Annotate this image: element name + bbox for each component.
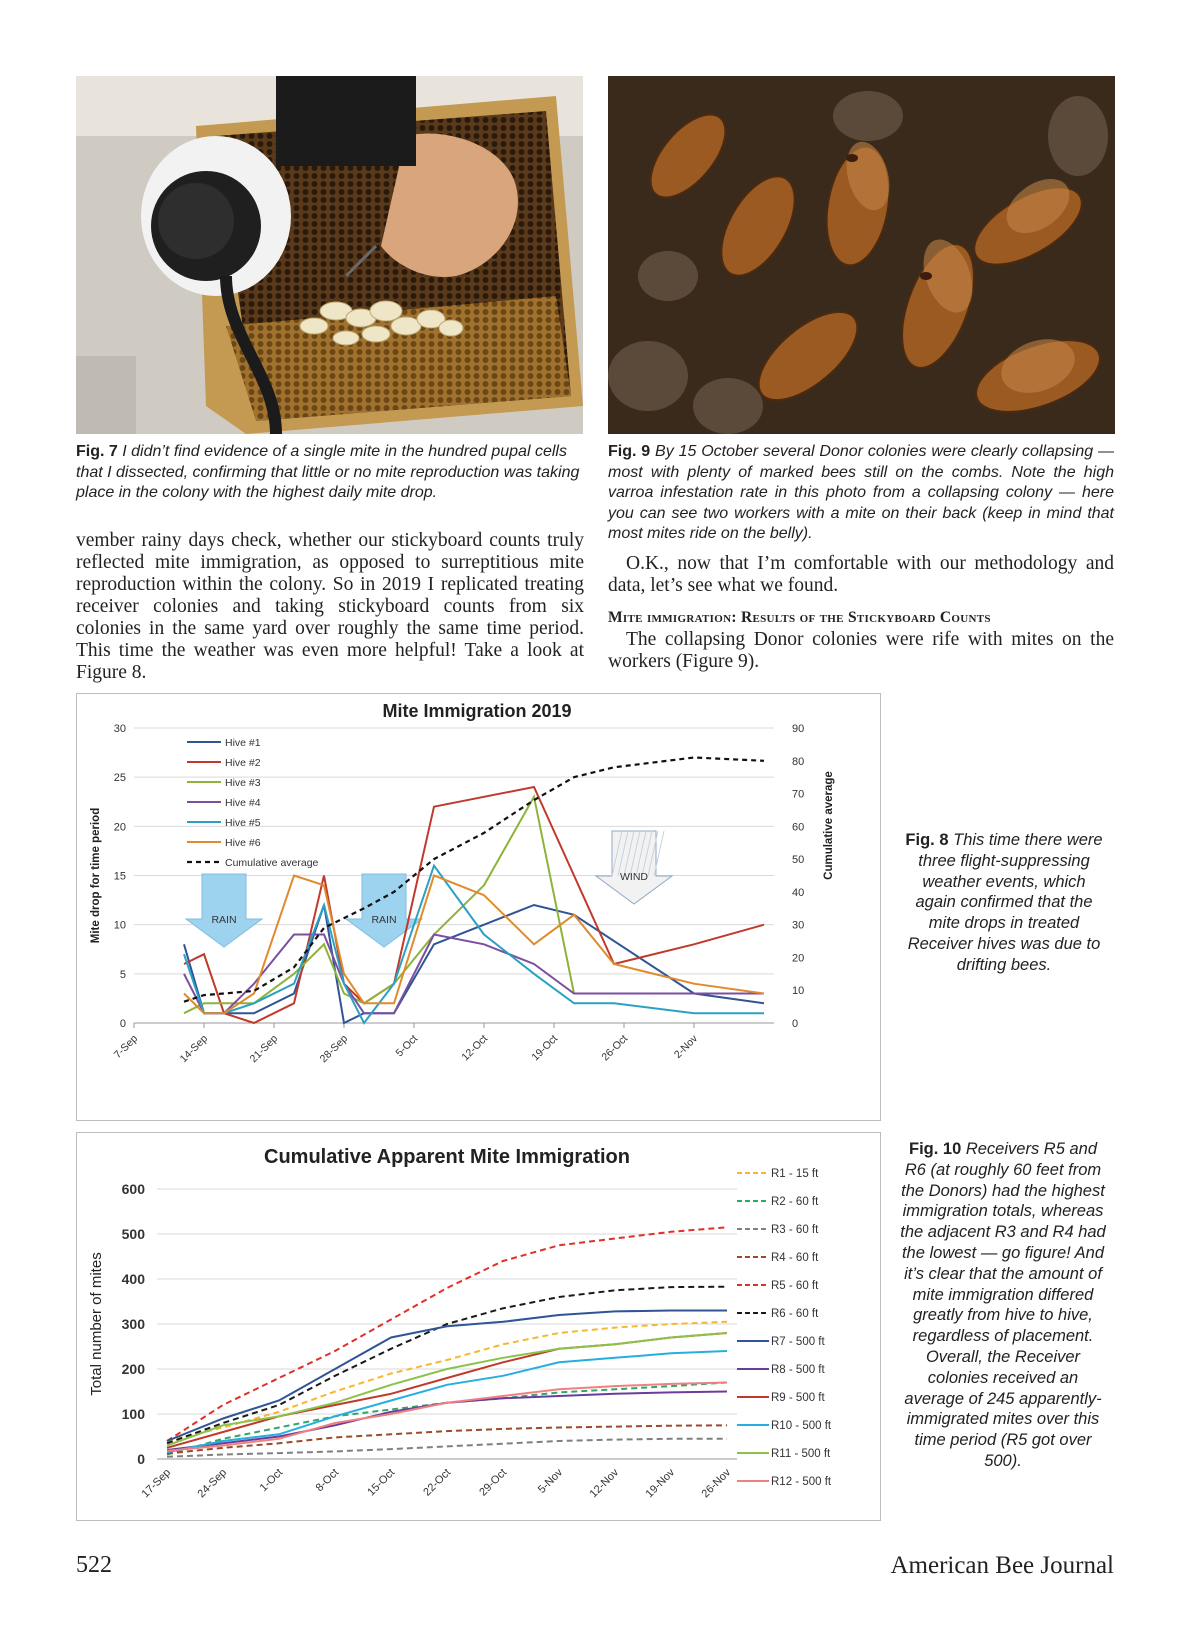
- chart2-xtick-label: 24-Sep: [195, 1466, 230, 1501]
- chart2-legend-label: R10 - 500 ft: [771, 1420, 832, 1432]
- chart1-y2tick-label: 60: [792, 821, 805, 834]
- chart1-y2tick-label: 90: [792, 723, 805, 735]
- chart1-xtick-label: 7-Sep: [111, 1032, 141, 1061]
- chart1-title: Mite Immigration 2019: [382, 701, 572, 721]
- chart2-xtick-label: 8-Oct: [313, 1466, 342, 1495]
- fig8-label: Fig. 8: [905, 831, 949, 849]
- chart1-y2label: Cumulative average: [823, 771, 835, 880]
- chart1-y2tick-label: 70: [792, 788, 805, 801]
- fig9-caption: [608, 442, 1114, 545]
- right-column-text: [608, 553, 1114, 673]
- section-heading: Mite immigration: Results of the Stickyboard Counts: [608, 609, 991, 626]
- right-paragraph-1: O.K., now that I’m comfortable with our methodology and data, let’s see what we found.: [608, 553, 1114, 596]
- fig10-label: Fig. 10: [908, 1140, 962, 1158]
- chart2-xtick-label: 17-Sep: [139, 1466, 174, 1501]
- chart1-xtick-label: 2-Nov: [671, 1032, 701, 1061]
- chart2-ytick-label: 500: [121, 1226, 145, 1242]
- chart2-series-line-11: [167, 1333, 727, 1446]
- chart2-xtick-label: 12-Nov: [587, 1466, 622, 1501]
- chart1-xtick-label: 28-Sep: [317, 1032, 351, 1066]
- microscope-brood-image: [76, 76, 583, 434]
- fig7-label: Fig. 7: [76, 443, 118, 460]
- fig10-chart-box: [76, 1132, 881, 1521]
- chart1-legend-label: Hive #6: [225, 837, 261, 849]
- chart2-legend-label: R11 - 500 ft: [771, 1448, 831, 1460]
- mite-immigration-chart: [77, 694, 880, 1120]
- chart2-ytick-label: 100: [121, 1406, 145, 1422]
- chart1-cumulative-line: [184, 758, 764, 1002]
- chart1-ytick-label: 5: [119, 968, 126, 981]
- chart1-annotation-label: RAIN: [371, 914, 397, 926]
- chart2-ytick-label: 0: [137, 1451, 145, 1467]
- chart1-y2tick-label: 0: [792, 1018, 799, 1030]
- fig9-photo: [608, 76, 1115, 434]
- chart1-ytick-label: 15: [113, 870, 126, 883]
- left-paragraph: vember rainy days check, whether our stickyboard counts truly reflected mite immigration, as opposed to surreptitious mite reproduction within the colony. So in 2019 I replicated treating receiver colonies and taking stickyboard counts from six colonies in the same yard over roughly the same time period. This time the weather was even more helpful! Take a look at Figure 8.: [76, 530, 584, 683]
- chart2-legend-label: R9 - 500 ft: [771, 1392, 825, 1404]
- chart1-series-line-2: [184, 787, 764, 1023]
- chart1-xtick-label: 21-Sep: [247, 1032, 281, 1066]
- chart2-xtick-label: 22-Oct: [421, 1466, 454, 1499]
- chart1-legend-label: Hive #5: [225, 817, 261, 829]
- chart2-legend-label: R6 - 60 ft: [771, 1308, 819, 1320]
- chart1-ytick-label: 25: [113, 772, 126, 785]
- chart2-xtick-label: 5-Nov: [535, 1466, 566, 1496]
- chart1-y2tick-label: 10: [792, 985, 805, 998]
- chart1-ytick-label: 30: [113, 723, 126, 735]
- chart2-xtick-label: 26-Nov: [699, 1466, 734, 1501]
- fig8-text: This time there were three flight-suppressing weather events, which again confirmed that the mite drops in treated Receiver hives was due to drifting bees.: [907, 831, 1103, 974]
- left-column-text: [76, 530, 584, 684]
- chart2-legend-label: R3 - 60 ft: [771, 1224, 819, 1236]
- fig10-text: Receivers R5 and R6 (at roughly 60 feet from the Donors) had the highest immigration totals, whereas the adjacent R3 and R4 had the lowest — go figure! And it’s clear that the amount of mite immigration differed greatly from hive to hive, regardless of placement. Overall, the Receiver colonies received an average of 245 apparently-immigrated mites over this time period (R5 got over 500).: [900, 1140, 1106, 1470]
- chart1-legend-label: Cumulative average: [225, 857, 319, 869]
- chart2-ytick-label: 400: [121, 1271, 145, 1287]
- chart1-xtick-label: 19-Oct: [529, 1032, 561, 1064]
- chart2-legend-label: R12 - 500 ft: [771, 1476, 832, 1488]
- bees-on-comb-image: [608, 76, 1115, 434]
- chart1-ylabel: Mite drop for time period: [90, 807, 102, 944]
- chart2-title: Cumulative Apparent Mite Immigration: [264, 1146, 630, 1168]
- chart2-legend-label: R2 - 60 ft: [771, 1196, 819, 1208]
- chart2-xtick-label: 19-Nov: [643, 1466, 678, 1501]
- fig10-caption: [898, 1139, 1108, 1472]
- chart1-y2tick-label: 80: [792, 755, 805, 768]
- chart1-y2tick-label: 40: [792, 886, 805, 899]
- chart1-xtick-label: 14-Sep: [177, 1032, 211, 1066]
- chart2-legend-label: R4 - 60 ft: [771, 1252, 819, 1264]
- page-number: 522: [76, 1552, 112, 1578]
- chart1-ytick-label: 0: [119, 1018, 126, 1030]
- rain-arrow-icon: [186, 874, 262, 947]
- chart2-legend-label: R8 - 500 ft: [771, 1364, 825, 1376]
- chart2-xtick-label: 1-Oct: [257, 1466, 286, 1495]
- chart2-ytick-label: 200: [121, 1361, 145, 1377]
- chart1-y2tick-label: 20: [792, 952, 805, 965]
- chart1-annotation-label: RAIN: [211, 914, 237, 926]
- chart2-ytick-label: 600: [121, 1181, 145, 1197]
- chart2-ytick-label: 300: [121, 1316, 145, 1332]
- chart1-y2tick-label: 30: [792, 919, 805, 932]
- journal-name: American Bee Journal: [890, 1552, 1114, 1579]
- chart2-ylabel: Total number of mites: [88, 1252, 105, 1396]
- fig8-caption: [904, 830, 1104, 976]
- right-paragraph-2: The collapsing Donor colonies were rife with mites on the workers (Figure 9).: [608, 629, 1114, 672]
- chart2-series-line-10: [167, 1351, 727, 1452]
- wind-arrow-icon: [596, 831, 672, 904]
- chart2-xtick-label: 15-Oct: [365, 1466, 398, 1499]
- chart1-legend-label: Hive #4: [225, 797, 261, 809]
- fig9-text: By 15 October several Donor colonies were clearly collapsing — most with plenty of marked bees still on the combs. Note the high varroa infestation rate in this photo from a collapsing colony — here you can see two workers with a mite on their back (keep in mind that most mites ride on the belly).: [608, 443, 1114, 542]
- chart1-ytick-label: 10: [113, 919, 126, 932]
- chart1-xtick-label: 26-Oct: [599, 1032, 631, 1064]
- fig7-caption: [76, 442, 584, 504]
- chart1-xtick-label: 12-Oct: [459, 1032, 491, 1064]
- fig8-chart-box: [76, 693, 881, 1121]
- chart1-legend-label: Hive #3: [225, 777, 261, 789]
- fig7-text: I didn’t find evidence of a single mite in the hundred pupal cells that I dissected, confirming that little or no mite reproduction was taking place in the colony with the highest daily mite drop.: [76, 443, 580, 501]
- chart1-ytick-label: 20: [113, 821, 126, 834]
- chart2-legend-label: R5 - 60 ft: [771, 1280, 819, 1292]
- chart2-legend-label: R7 - 500 ft: [771, 1336, 825, 1348]
- chart1-y2tick-label: 50: [792, 854, 805, 867]
- chart2-legend-label: R1 - 15 ft: [771, 1168, 819, 1180]
- chart1-annotation-label: WIND: [620, 871, 648, 883]
- fig9-label: Fig. 9: [608, 443, 651, 460]
- chart1-xtick-label: 5-Oct: [393, 1032, 421, 1060]
- chart1-legend-label: Hive #1: [225, 737, 261, 749]
- fig7-photo: [76, 76, 583, 434]
- cumulative-immigration-chart: [77, 1133, 880, 1520]
- chart1-legend-label: Hive #2: [225, 757, 261, 769]
- chart2-xtick-label: 29-Oct: [477, 1466, 510, 1499]
